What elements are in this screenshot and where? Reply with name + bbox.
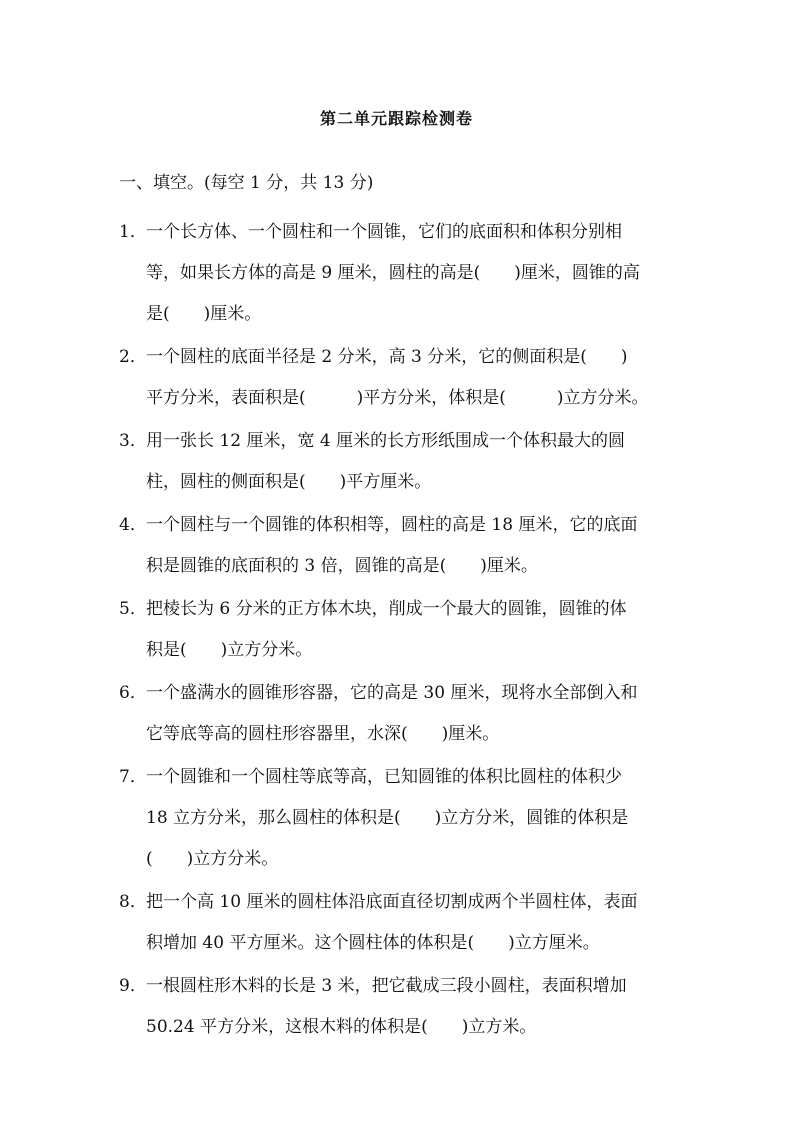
question-text: 一个圆柱与一个圆锥的体积相等，圆柱的高是 18 厘米，它的底面 <box>146 515 638 535</box>
question-text: 18 立方分米，那么圆柱的体积是( )立方分米，圆锥的体积是 <box>146 808 629 828</box>
page-title: 第二单元跟踪检测卷 <box>319 109 473 128</box>
question-text: 积是圆锥的底面积的 3 倍，圆锥的高是( )厘米。 <box>146 556 538 576</box>
question-text: ( )立方分米。 <box>146 849 279 869</box>
question-text: 把一个高 10 厘米的圆柱体沿底面直径切割成两个半圆柱体，表面 <box>146 892 638 912</box>
question-text: 一个长方体、一个圆柱和一个圆锥，它们的底面积和体积分别相 <box>146 222 622 242</box>
question-number: 1． <box>119 222 147 242</box>
question-text: 一个盛满水的圆锥形容器，它的高是 30 厘米，现将水全部倒入和 <box>146 683 638 703</box>
question-line <box>119 505 679 546</box>
question-line <box>119 882 679 923</box>
question-text: 一根圆柱形木料的长是 3 米，把它截成三段小圆柱，表面积增加 <box>146 976 627 996</box>
question-text: 一个圆锥和一个圆柱等底等高，已知圆锥的体积比圆柱的体积少 <box>146 767 622 787</box>
question-text: 等，如果长方体的高是 9 厘米，圆柱的高是( )厘米，圆锥的高 <box>146 263 640 283</box>
question-number: 2． <box>119 347 147 367</box>
question-number: 4． <box>119 515 147 535</box>
question-9 <box>119 966 679 1048</box>
question-number: 8． <box>119 892 147 912</box>
question-line <box>119 212 679 253</box>
question-number: 6． <box>119 683 147 703</box>
question-line <box>119 589 679 630</box>
question-7 <box>119 757 679 880</box>
section-heading: 一、填空。(每空 1 分，共 13 分) <box>119 173 374 193</box>
question-line <box>119 337 679 378</box>
question-4 <box>119 505 679 587</box>
question-text: 一个圆柱的底面半径是 2 分米，高 3 分米，它的侧面积是( ) <box>146 347 628 367</box>
question-6 <box>119 673 679 755</box>
question-text: 积是( )立方分米。 <box>146 640 313 660</box>
question-line <box>119 673 679 714</box>
question-text: 用一张长 12 厘米，宽 4 厘米的长方形纸围成一个体积最大的圆 <box>146 431 626 451</box>
question-5 <box>119 589 679 671</box>
question-number: 7． <box>119 767 147 787</box>
question-line <box>119 421 679 462</box>
question-2 <box>119 337 679 419</box>
question-list <box>119 212 679 1050</box>
question-line <box>119 757 679 798</box>
question-number: 3． <box>119 431 147 451</box>
question-8 <box>119 882 679 964</box>
question-text: 柱，圆柱的侧面积是( )平方厘米。 <box>146 472 432 492</box>
question-3 <box>119 421 679 503</box>
question-number: 9． <box>119 976 147 996</box>
question-number: 5． <box>119 599 147 619</box>
question-text: 积增加 40 平方厘米。这个圆柱体的体积是( )立方厘米。 <box>146 933 600 953</box>
question-1 <box>119 212 679 335</box>
question-text: 把棱长为 6 分米的正方体木块，削成一个最大的圆锥，圆锥的体 <box>146 599 627 619</box>
question-line <box>119 966 679 1007</box>
question-text: 是( )厘米。 <box>146 304 262 324</box>
question-text: 平方分米，表面积是( )平方分米，体积是( )立方分米。 <box>146 388 649 408</box>
question-text: 50.24 平方分米，这根木料的体积是( )立方米。 <box>146 1017 537 1037</box>
question-text: 它等底等高的圆柱形容器里，水深( )厘米。 <box>146 724 500 744</box>
